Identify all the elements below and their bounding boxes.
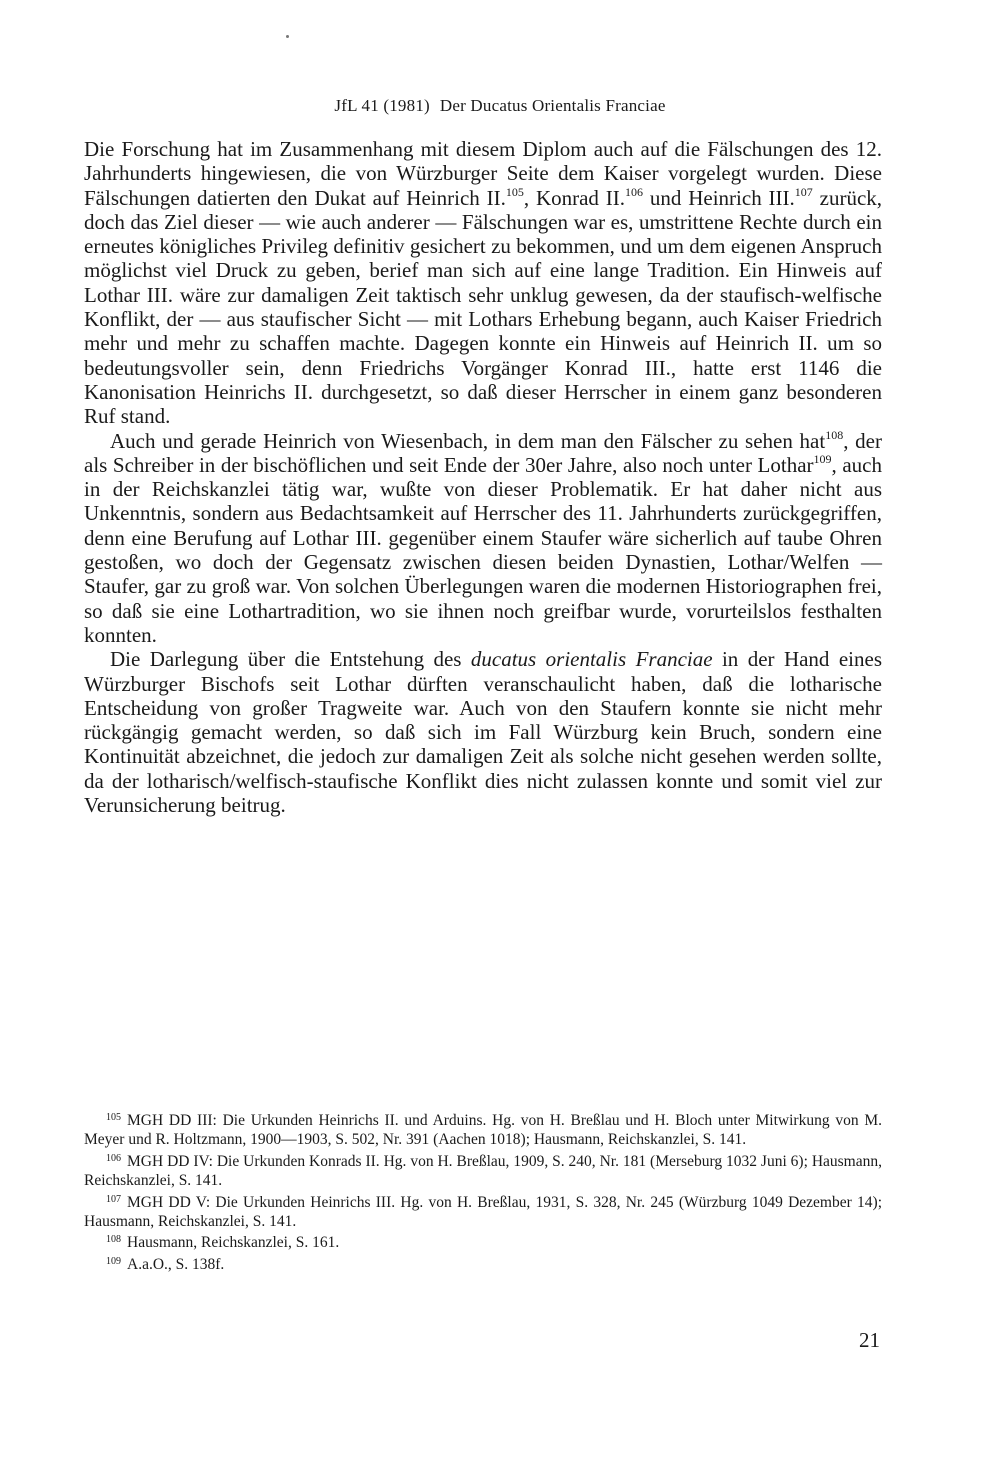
footnote-text: MGH DD III: Die Urkunden Heinrichs II. und Arduins. Hg. von H. Breßlau und H. Bloch unter Mitwirkung von M. Meyer und R. Holtzmann, 1900—1903, S. 502, Nr. 391 (Aachen 1018); Hausmann, Reichskanzlei, S. 141.: [84, 1112, 882, 1149]
paragraph-1-text-c: und Heinrich III.: [643, 185, 795, 210]
paragraph-2-text-c: , auch in der Reichskanzlei tätig war, wußte von dieser Problematik. Er hat daher nicht aus Unkenntnis, sondern aus Bedachtsamkeit auf Herrscher des 11. Jahrhunderts zurückgegriffen, denn eine Berufung auf Lothar III. gegenüber einem Staufer wäre sicherlich auf taube Ohren gestoßen, wo doch der Gegensatz zwischen diesen beiden Dynastien, Lothar/Welfen — Staufer, gar zu groß war. Von solchen Überlegungen waren die modernen Historiographen frei, so daß sie eine Lothartradition, wo sie ihnen noch greifbar wurde, vorurteilslos festhalten konnten.: [84, 452, 882, 647]
footnote-105: [84, 1111, 882, 1150]
journal-reference: JfL 41 (1981): [334, 96, 430, 115]
footnote-108: [84, 1233, 882, 1252]
footnote-number: 109: [106, 1255, 121, 1267]
footnote-number: 107: [106, 1193, 121, 1205]
paragraph-1-text-b: , Konrad II.: [523, 185, 626, 210]
footnote-ref-105: 105: [505, 184, 524, 199]
page-number: 21: [859, 1328, 880, 1352]
footnote-ref-106: 106: [625, 184, 644, 199]
paragraph-3: [84, 647, 882, 817]
paragraph-3-text-a: Die Darlegung über die Entstehung des: [110, 647, 471, 672]
paragraph-2: [84, 429, 882, 648]
footnote-number: 108: [106, 1234, 121, 1246]
footnote-109: [84, 1255, 882, 1274]
article-title: Der Ducatus Orientalis Franciae: [439, 96, 666, 115]
scan-speck: [286, 35, 289, 38]
footnote-107: [84, 1193, 882, 1232]
footnote-ref-108: 108: [825, 427, 844, 442]
paragraph-2-text-a: Auch und gerade Heinrich von Wiesenbach, in dem man den Fälscher zu sehen hat: [110, 428, 826, 453]
footnote-text: A.a.O., S. 138f.: [127, 1255, 225, 1273]
paragraph-2-text-b: , der als Schreiber in der bischöflichen und seit Ende der 30er Jahre, also noch unter Lothar: [84, 428, 882, 477]
footnote-text: MGH DD IV: Die Urkunden Konrads II. Hg. von H. Breßlau, 1909, S. 240, Nr. 181 (Merseburg 1032 Juni 6); Hausmann, Reichskanzlei, S. 141.: [84, 1152, 882, 1190]
footnote-text: MGH DD V: Die Urkunden Heinrichs III. Hg. von H. Breßlau, 1931, S. 328, Nr. 245 (Würzburg 1049 Dezember 14); Hausmann, Reichskanzlei, S. 141.: [84, 1193, 882, 1231]
paragraph-1: [84, 137, 882, 429]
paragraph-1-text-a: Die Forschung hat im Zusammenhang mit diesem Diplom auch auf die Fälschungen des 12. Jahrhunderts hingewiesen, die von Würzburger Seite dem Kaiser vorgelegt wurden. Diese Fälschungen datierten den Dukat auf Heinrich II.: [84, 137, 882, 210]
footnote-number: 106: [106, 1152, 121, 1164]
running-header: [0, 96, 1000, 116]
paragraph-1-text-d: zurück, doch das Ziel dieser — wie auch anderer — Fälschungen war es, umstrittene Rechte durch ein erneutes königliches Privileg definitiv gesichert zu bekommen, und um dem eigenen Anspruch möglichst viel Druck zu geben, berief man sich auf eine lange Tradition. Ein Hinweis auf Lothar III. wäre zur damaligen Zeit taktisch sehr unklug gewesen, da der staufisch-welfische Konflikt, der — aus staufischer Sicht — mit Lothars Erhebung begann, auch Kaiser Friedrich mehr und mehr zu schaffen machte. Dagegen konnte ein Hinweis auf Heinrich II. um so bedeutungsvoller sein, denn Friedrichs Vorgänger Konrad III., hatte erst 1146 die Kanonisation Heinrichs II. durchgesetzt, so daß dieser Herrscher in einem ganz besonderen Ruf stand.: [84, 185, 883, 429]
footnote-ref-109: 109: [813, 451, 832, 466]
footnote-number: 105: [106, 1112, 121, 1123]
main-text: [84, 137, 882, 817]
footnote-106: [84, 1152, 882, 1191]
footnotes: [84, 1111, 882, 1276]
footnote-ref-107: 107: [794, 184, 813, 199]
paragraph-3-text-b: in der Hand eines Würzburger Bischofs seit Lothar dürften veranschaulicht haben, daß die lotharische Entscheidung von großer Tragweite war. Auch von den Staufern konnte sie nicht mehr rückgängig gemacht werden, so daß sich im Fall Würzburg kein Bruch, sondern eine Kontinuität abzeichnet, die jedoch zur damaligen Zeit als solche nicht gesehen werden sollte, da der lotharisch/welfisch-staufische Konflikt dies nicht zulassen konnte und somit viel zur Verunsicherung beitrug.: [84, 647, 882, 818]
italic-term: ducatus orientalis Franciae: [470, 647, 713, 672]
footnote-text: Hausmann, Reichskanzlei, S. 161.: [127, 1234, 340, 1252]
